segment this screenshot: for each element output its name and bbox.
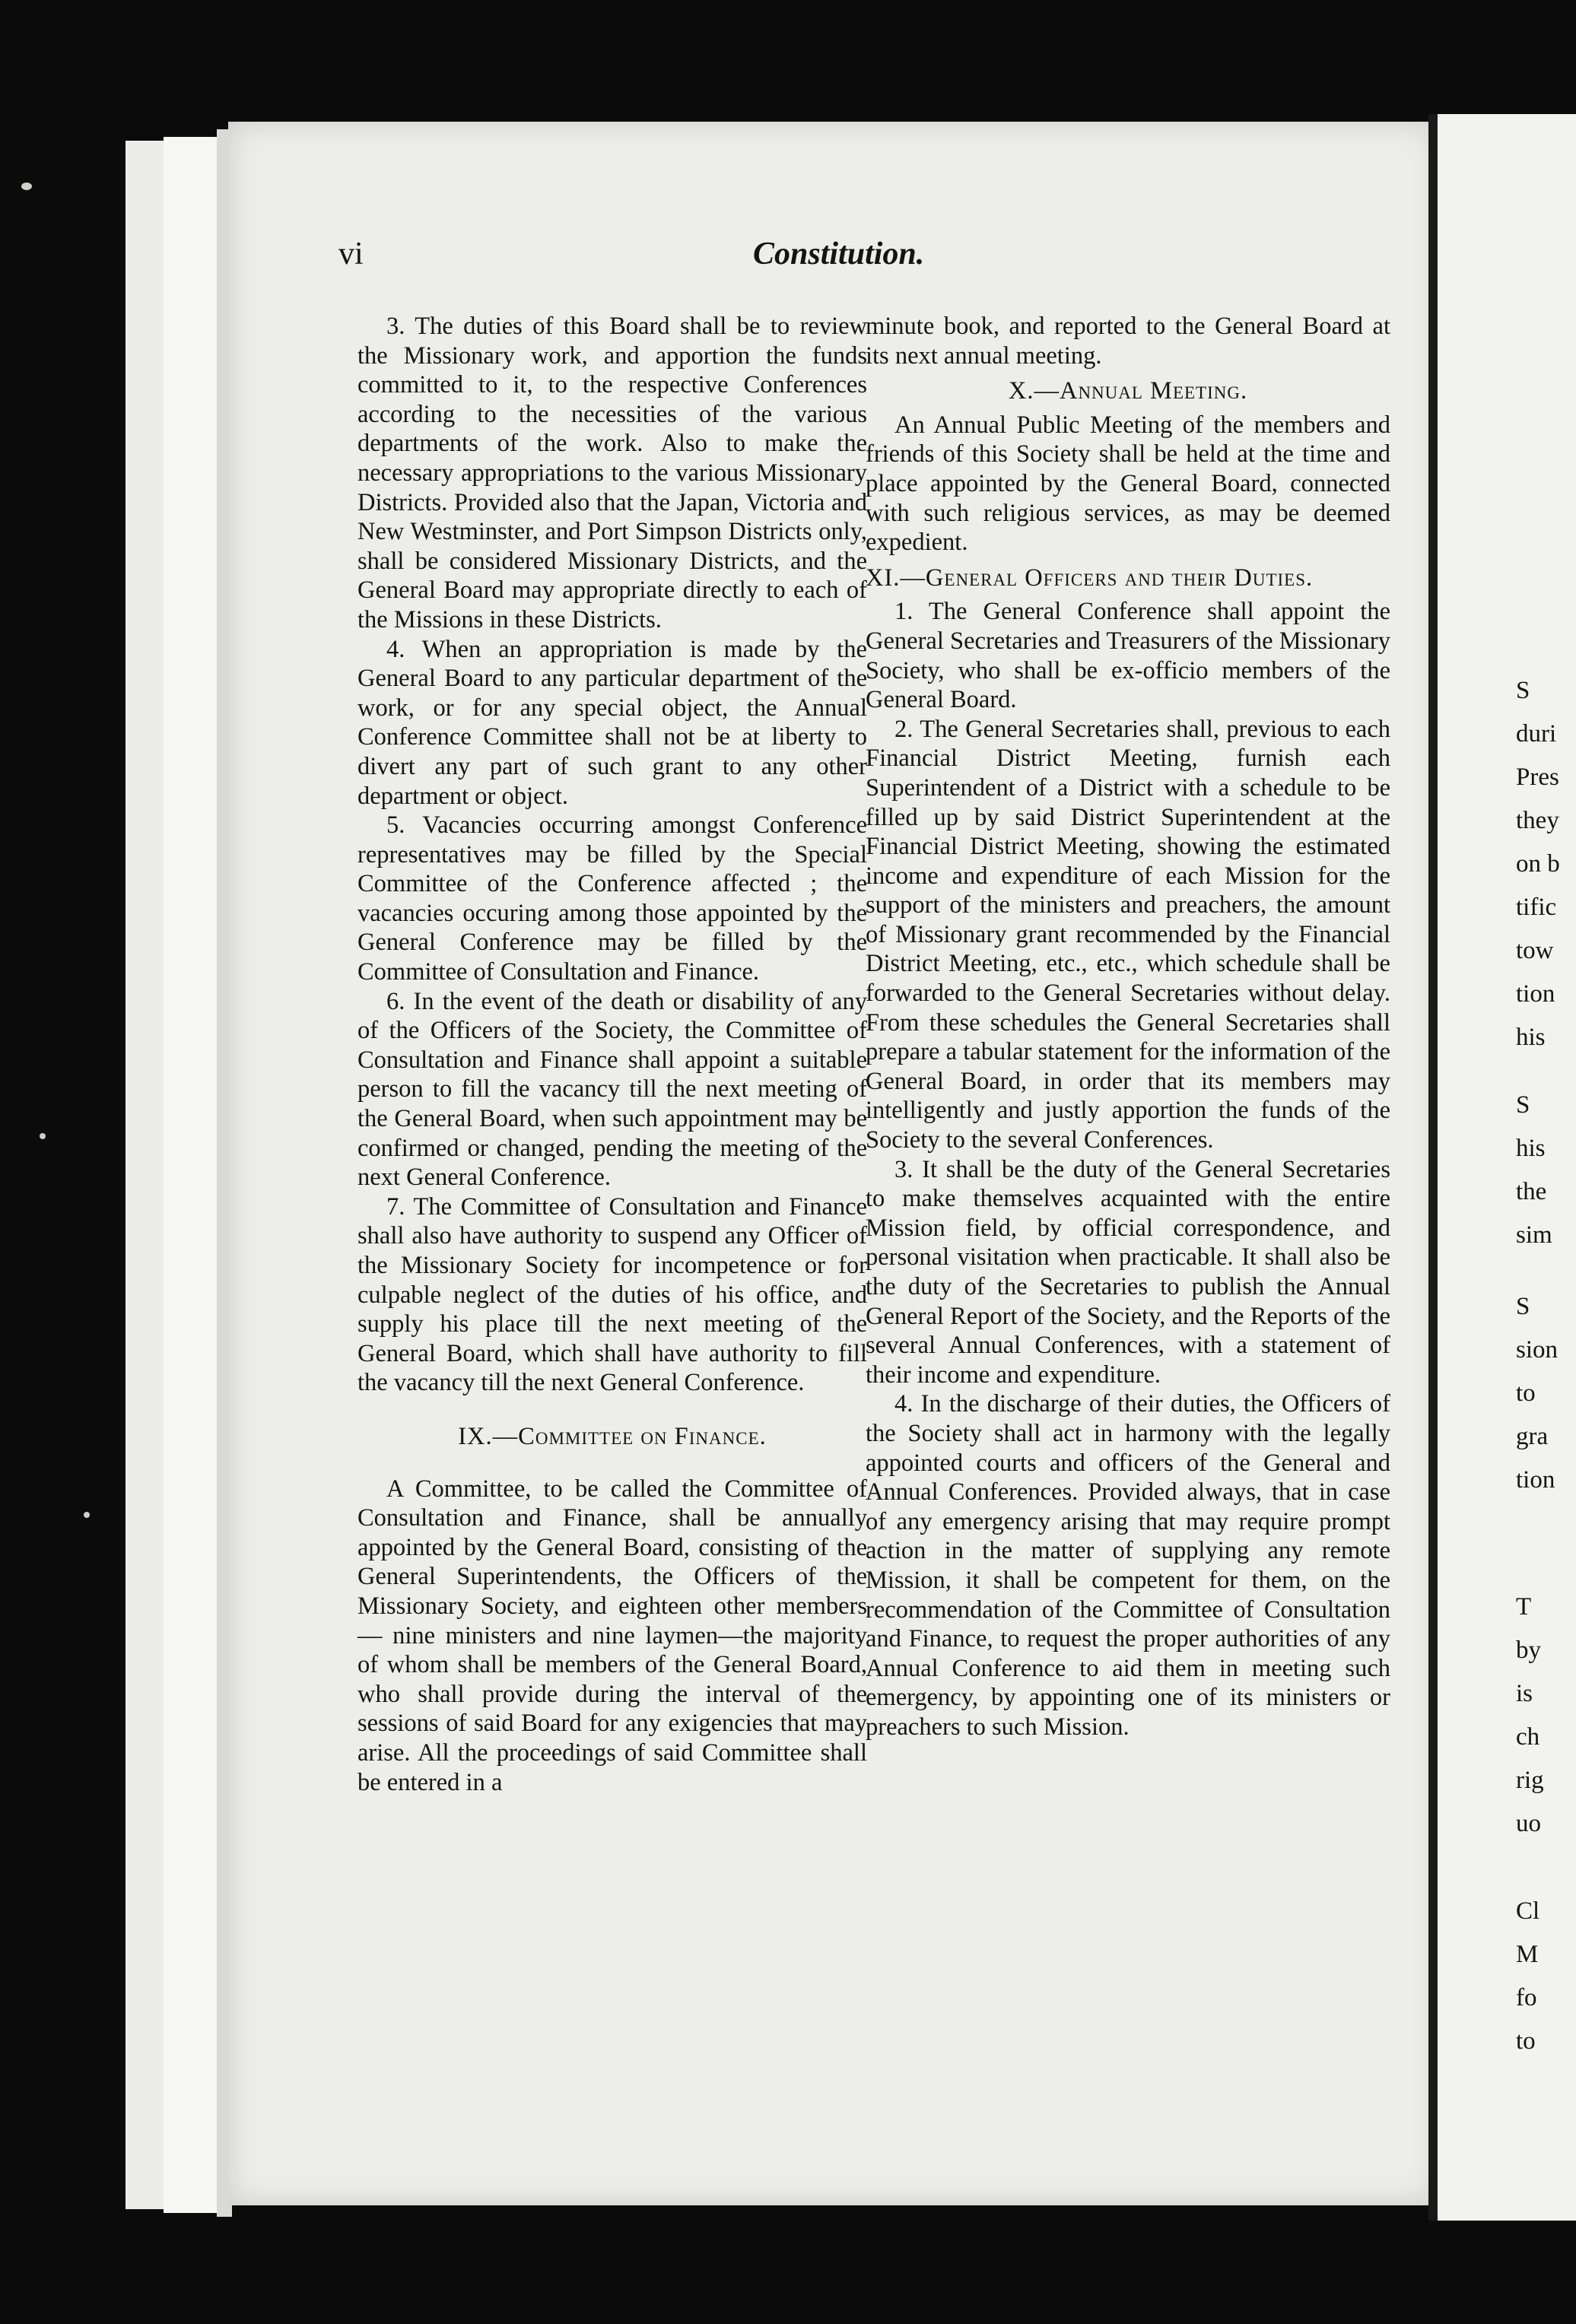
page-number: vi bbox=[338, 237, 364, 271]
section-heading: IX.—Committee on Finance. bbox=[458, 1422, 767, 1450]
page-header bbox=[338, 236, 1419, 281]
paragraph: 3. The duties of this Board shall be to review the Missionary work, and apportion the funds committed to it, to the respective Conferences according to the necessities of the various departments of the work. Also to make the necessary appropriations to the various Missionary Districts. Provided also that the Japan, Victoria and New Westminster, and Port Simpson Districts only, shall be considered Missionary Districts, and the General Board may appropriate directly to each of the Missions in these Districts. bbox=[357, 313, 867, 633]
paragraph: 1. The General Conference shall appoint the General Secretaries and Treasurers of the Missionary Society, who shall be ex-officio members of the General Board. bbox=[866, 598, 1390, 714]
facing-page-text: S duri Pres they on b tific tow tion his bbox=[1516, 677, 1560, 1051]
paragraph: 3. It shall be the duty of the General Secretaries to make themselves acquainted with the entire Mission field, by official correspondence, and personal visitation when practicable. It shall also be the duty of the Secretaries to publish the Annual General Report of the Society, and the Reports of the several Annual Conferences, with a statement of their income and expenditure. bbox=[866, 1155, 1390, 1389]
page-edge-stack bbox=[164, 137, 221, 2213]
paragraph: An Annual Public Meeting of the members and friends of this Society shall be held at the time and place appointed by the General Board, connected with such religious services, as may be deemed expedient. bbox=[866, 411, 1390, 557]
section-heading: XI.—General Officers and their Duties. bbox=[866, 564, 1314, 592]
facing-page-text: Cl M fo to bbox=[1516, 1897, 1540, 2055]
paragraph: 2. The General Secretaries shall, previous to each Financial District Meeting, furnish each Superintendent of a District with a schedule to be filled up by said District Superintendent at the Financial District Meeting, showing the estimated income and expenditure of each Mission for the support of the ministers and preachers, the amount of Missionary grant recommended by the Financial District Meeting, etc., etc., which schedule shall be forwarded to the General Secretaries without delay. From these schedules the General Secretaries shall prepare a tabular statement for the information of the General Board, in order that its members may intelligently and justly apportion the funds of the Society to the several Conferences. bbox=[866, 715, 1390, 1154]
scan-speck bbox=[84, 1512, 90, 1518]
paragraph: 5. Vacancies occurring amongst Conference representatives may be filled by the Special Committee of the Conference affected ; the vacancies occuring among those appointed by the General Conference may be filled by the Committee of Consultation and Finance. bbox=[357, 811, 867, 986]
paragraph-continued: minute book, and reported to the General Board at its next annual meeting. bbox=[866, 313, 1390, 370]
facing-page-text: S his the sim bbox=[1516, 1091, 1552, 1249]
paragraph: 4. When an appropriation is made by the General Board to any particular department of the work, or for any special object, the Annual Conference Committee shall not be at liberty to divert any part of such grant to any other department or object. bbox=[357, 635, 867, 810]
facing-page-text: S sion to gra tion bbox=[1516, 1293, 1559, 1494]
facing-page-text: T by is ch rig uo bbox=[1516, 1593, 1544, 1837]
paragraph: 4. In the discharge of their duties, the Officers of the Society shall act in harmony with the legally appointed courts and officers of the General and Annual Conferences. Provided always, that in case of any emergency arising that may require prompt action in the matter of supplying any remote Mission, it shall be competent for them, on the recommendation of the Committee of Consultation and Finance, to request the proper authorities of any Annual Conference to aid them in meeting such emergency, by appointing one of its ministers or preachers to such Mission. bbox=[866, 1390, 1390, 1741]
scan-speck bbox=[40, 1133, 46, 1139]
paragraph: 7. The Committee of Consultation and Finance shall also have authority to suspend any Officer of the Missionary Society for incompetence or for culpable neglect of the duties of his office, and supply his place till the next meeting of the General Board, which shall have authority to fill the vacancy till the next General Conference. bbox=[357, 1192, 867, 1397]
right-column bbox=[866, 312, 1390, 1742]
scan-speck bbox=[21, 183, 32, 190]
paragraph: 6. In the event of the death or disability of any of the Officers of the Society, the Committee of Consultation and Finance shall appoint a suitable person to fill the vacancy till the next meeting of the General Board, when such appointment may be confirmed or changed, pending the meeting of the next General Conference. bbox=[357, 987, 867, 1192]
paragraph: A Committee, to be called the Committee of Consultation and Finance, shall be annually appointed by the General Board, consisting of the General Superintendents, the Officers of the Missionary Society, and eighteen other members — nine ministers and nine laymen—the majority of whom shall be members of the General Board, who shall provide during the interval of the sessions of said Board for any exigencies that may arise. All the proceedings of said Committee shall be entered in a bbox=[357, 1475, 867, 1796]
section-heading: X.—Annual Meeting. bbox=[1008, 377, 1248, 405]
page-edge-stack bbox=[126, 141, 167, 2209]
left-column bbox=[357, 312, 867, 1797]
running-title: Constitution. bbox=[753, 237, 925, 271]
